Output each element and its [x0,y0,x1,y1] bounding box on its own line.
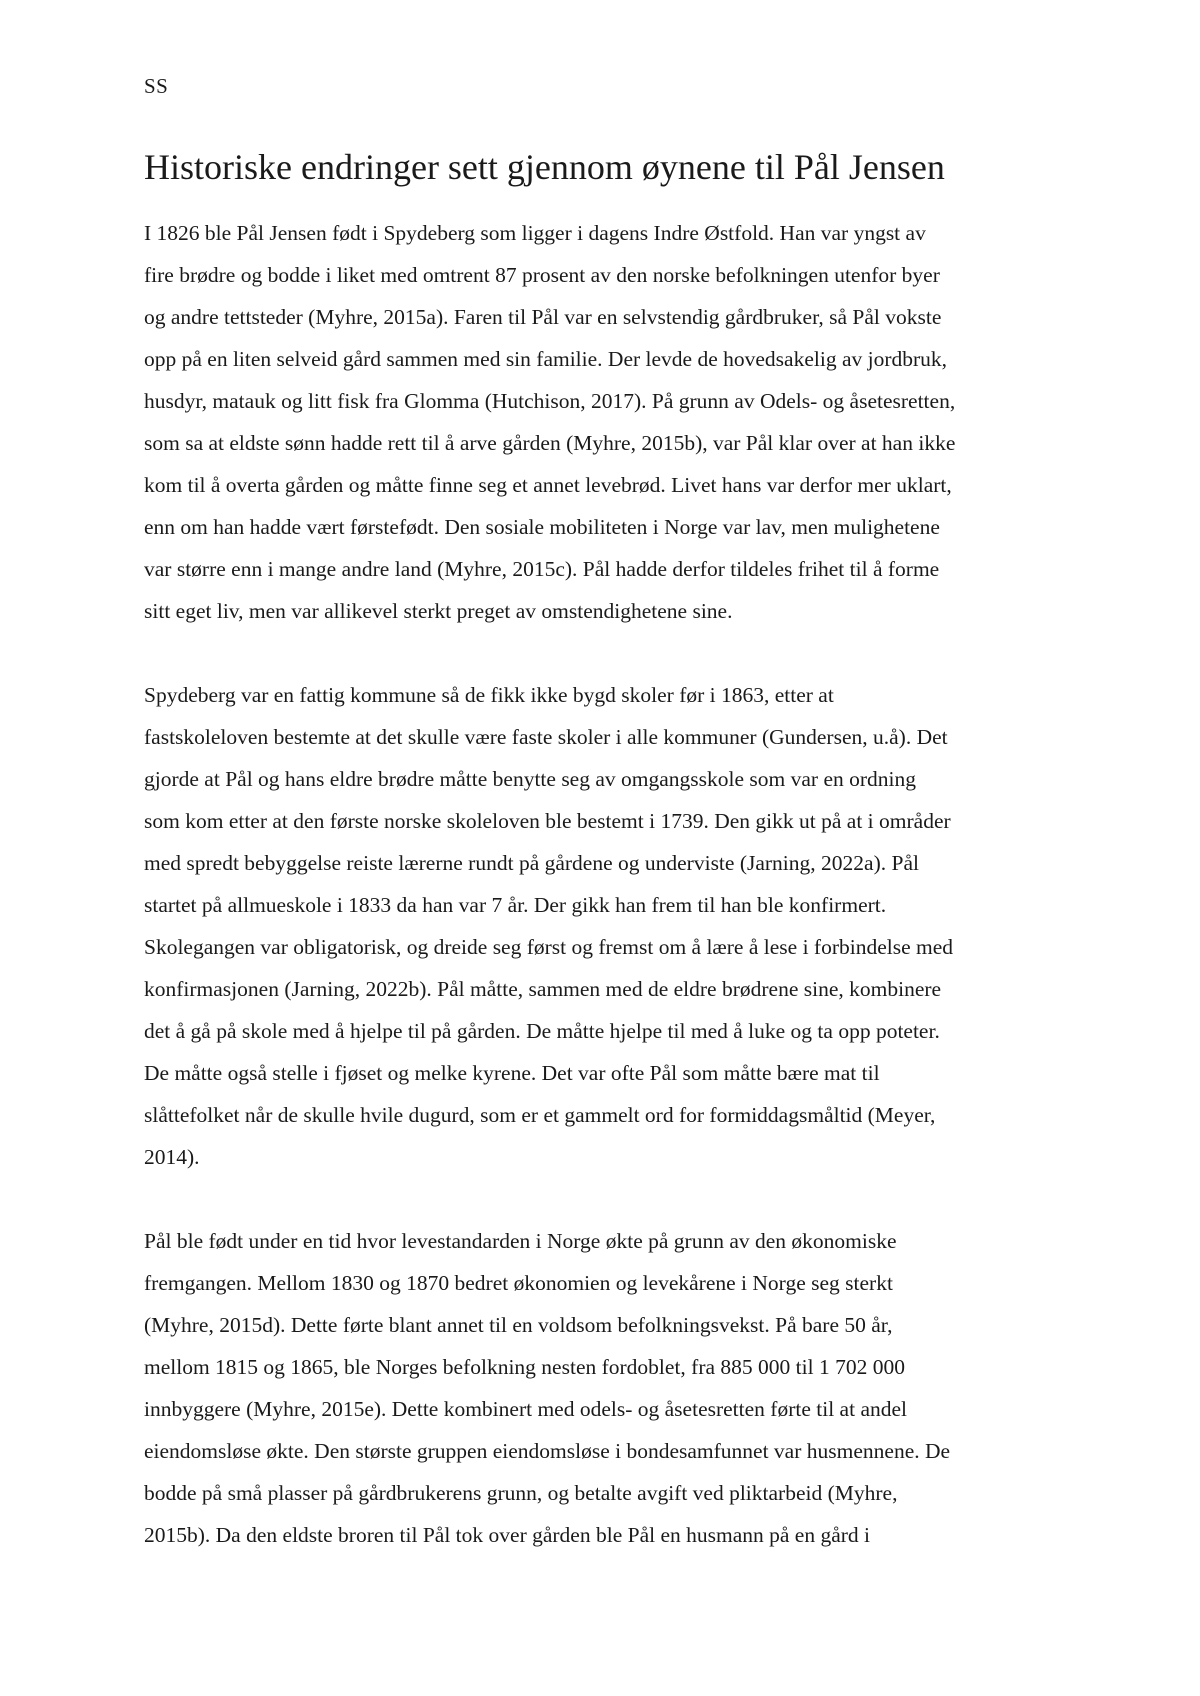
paragraph-line: De måtte også stelle i fjøset og melke kyrene. Det var ofte Pål som måtte bære mat til [144,1061,880,1085]
paragraph-line: kom til å overta gården og måtte finne seg et annet levebrød. Livet hans var derfor mer uklart, [144,473,952,497]
document-title: Historiske endringer sett gjennom øynene til Pål Jensen [144,147,945,187]
paragraph-line: gjorde at Pål og hans eldre brødre måtte benytte seg av omgangsskole som var en ordning [144,767,917,791]
paragraph-line: med spredt bebyggelse reiste lærerne rundt på gårdene og underviste (Jarning, 2022a). Pål [144,851,919,875]
paragraph-line: var større enn i mange andre land (Myhre, 2015c). Pål hadde derfor tildeles frihet til å forme [144,557,940,581]
paragraph-line: og andre tettsteder (Myhre, 2015a). Faren til Pål var en selvstendig gårdbruker, så Pål vokste [144,305,942,329]
paragraph-line: I 1826 ble Pål Jensen født i Spydeberg som ligger i dagens Indre Østfold. Han var yngst av [144,221,926,245]
paragraph-line: mellom 1815 og 1865, ble Norges befolkning nesten fordoblet, fra 885 000 til 1 702 000 [144,1355,905,1379]
paragraph-line: eiendomsløse økte. Den største gruppen eiendomsløse i bondesamfunnet var husmennene. De [144,1439,951,1463]
paragraph-1 [144,212,1074,632]
paragraph-line: 2014). [144,1145,200,1169]
header-initials: SS [144,74,169,98]
paragraph-line: slåttefolket når de skulle hvile dugurd, som er et gammelt ord for formiddagsmåltid (Meyer, [144,1103,936,1127]
paragraph-line: fire brødre og bodde i liket med omtrent 87 prosent av den norske befolkningen utenfor byer [144,263,940,287]
paragraph-line: 2015b). Da den eldste broren til Pål tok over gården ble Pål en husmann på en gård i [144,1523,871,1547]
paragraph-line: sitt eget liv, men var allikevel sterkt preget av omstendighetene sine. [144,599,733,623]
paragraph-line: fremgangen. Mellom 1830 og 1870 bedret økonomien og levekårene i Norge seg sterkt [144,1271,893,1295]
paragraph-line: som kom etter at den første norske skoleloven ble bestemt i 1739. Den gikk ut på at i områder [144,809,951,833]
paragraph-line: konfirmasjonen (Jarning, 2022b). Pål måtte, sammen med de eldre brødrene sine, kombinere [144,977,942,1001]
paragraph-line: husdyr, matauk og litt fisk fra Glomma (Hutchison, 2017). På grunn av Odels- og åsetesretten, [144,389,956,413]
paragraph-line: (Myhre, 2015d). Dette førte blant annet til en voldsom befolkningsvekst. På bare 50 år, [144,1313,893,1337]
paragraph-line: fastskoleloven bestemte at det skulle være faste skoler i alle kommuner (Gundersen, u.å). Det [144,725,948,749]
document-body [144,212,1074,1556]
paragraph-line: innbyggere (Myhre, 2015e). Dette kombinert med odels- og åsetesretten førte til at andel [144,1397,907,1421]
paragraph-line: Pål ble født under en tid hvor levestandarden i Norge økte på grunn av den økonomiske [144,1229,897,1253]
paragraph-line: bodde på små plasser på gårdbrukerens grunn, og betalte avgift ved pliktarbeid (Myhre, [144,1481,898,1505]
paragraph-line: som sa at eldste sønn hadde rett til å arve gården (Myhre, 2015b), var Pål klar over at han ikke [144,431,956,455]
paragraph-line: startet på allmueskole i 1833 da han var 7 år. Der gikk han frem til han ble konfirmert. [144,893,887,917]
paragraph-line: opp på en liten selveid gård sammen med sin familie. Der levde de hovedsakelig av jordbruk, [144,347,948,371]
paragraph-line: enn om han hadde vært førstefødt. Den sosiale mobiliteten i Norge var lav, men mulighetene [144,515,940,539]
paragraph-line: Skolegangen var obligatorisk, og dreide seg først og fremst om å lære å lese i forbindelse med [144,935,954,959]
paragraph-2 [144,674,1074,1178]
paragraph-line: Spydeberg var en fattig kommune så de fikk ikke bygd skoler før i 1863, etter at [144,683,834,707]
paragraph-line: det å gå på skole med å hjelpe til på gården. De måtte hjelpe til med å luke og ta opp poteter. [144,1019,940,1043]
paragraph-3 [144,1220,1074,1556]
